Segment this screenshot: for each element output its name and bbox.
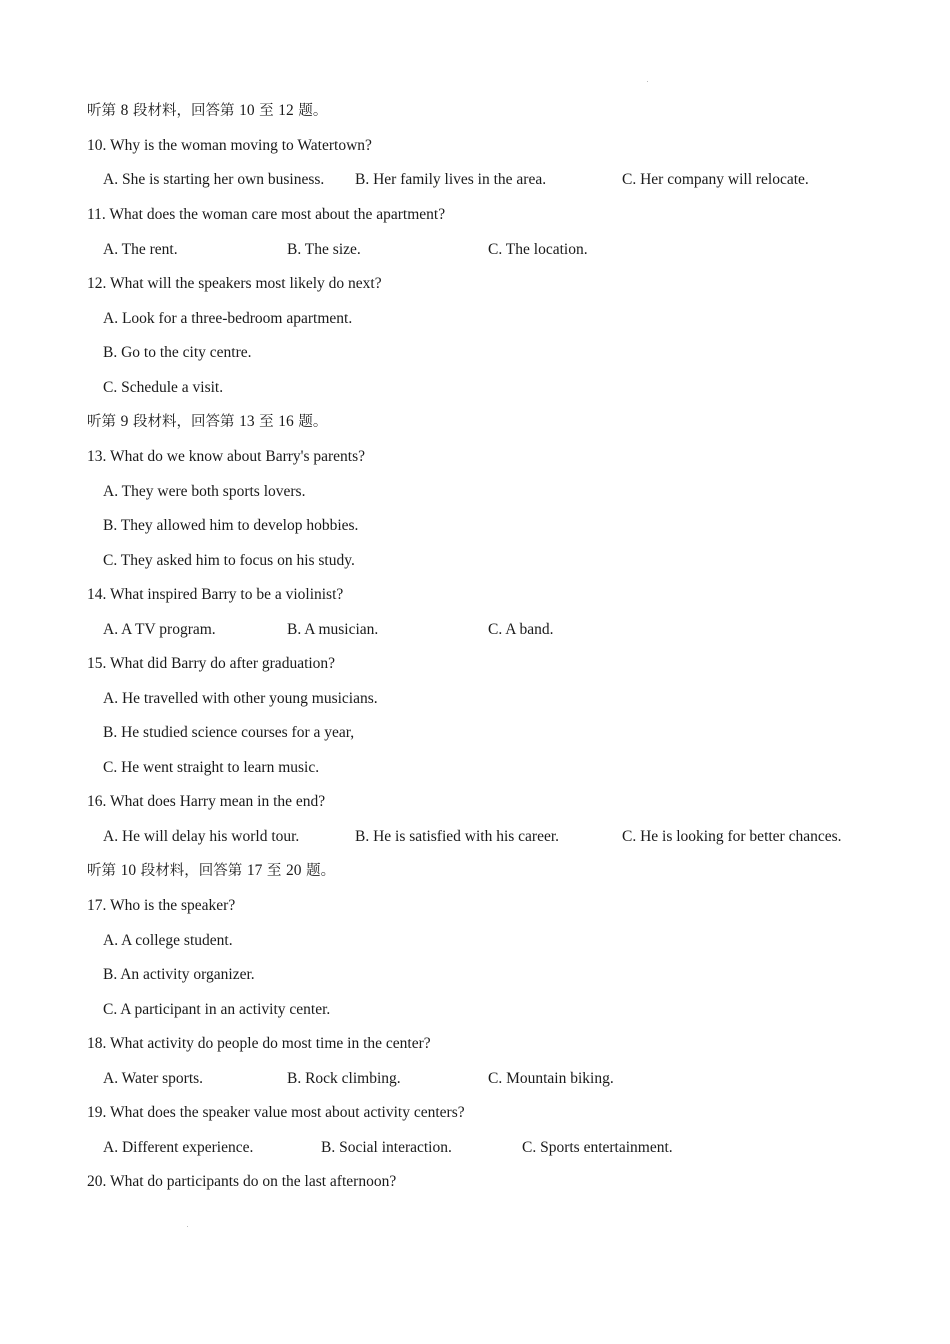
question-18: 18. What activity do people do most time in the center? <box>87 1035 431 1052</box>
option-a: A. A college student. <box>103 932 233 949</box>
option-b: B. Rock climbing. <box>287 1070 401 1087</box>
option-c: C. Sports entertainment. <box>522 1139 673 1156</box>
option-c: C. He went straight to learn music. <box>103 759 320 776</box>
option-c: C. A band. <box>488 621 554 638</box>
option-a: A. Water sports. <box>103 1070 204 1087</box>
option-a: A. He travelled with other young musicians. <box>103 690 378 707</box>
section-heading-8: 听第 8 段材料，回答第 10 至 12 题。 <box>87 102 328 119</box>
option-b: B. Her family lives in the area. <box>355 171 547 188</box>
option-b: B. He is satisfied with his career. <box>355 828 560 845</box>
section-heading-9: 听第 9 段材料，回答第 13 至 16 题。 <box>87 413 328 430</box>
question-11: 11. What does the woman care most about the apartment? <box>87 206 446 223</box>
section-heading-10: 听第 10 段材料，回答第 17 至 20 题。 <box>87 862 336 879</box>
question-17: 17. Who is the speaker? <box>87 897 236 914</box>
question-12: 12. What will the speakers most likely do next? <box>87 275 382 292</box>
option-c: C. The location. <box>488 241 588 258</box>
option-a: A. The rent. <box>103 241 178 258</box>
option-b: B. He studied science courses for a year, <box>103 724 355 741</box>
option-a: A. Different experience. <box>103 1139 254 1156</box>
option-b: B. The size. <box>287 241 361 258</box>
option-c: C. Schedule a visit. <box>103 379 224 396</box>
question-19: 19. What does the speaker value most about activity centers? <box>87 1104 465 1121</box>
question-10: 10. Why is the woman moving to Watertown? <box>87 137 372 154</box>
question-20: 20. What do participants do on the last afternoon? <box>87 1173 397 1190</box>
option-b: B. An activity organizer. <box>103 966 255 983</box>
question-14: 14. What inspired Barry to be a violinist? <box>87 586 344 603</box>
option-c: C. They asked him to focus on his study. <box>103 552 355 569</box>
option-a: A. He will delay his world tour. <box>103 828 300 845</box>
option-c: C. Her company will relocate. <box>622 171 809 188</box>
option-a: A. She is starting her own business. <box>103 171 325 188</box>
option-b: B. Go to the city centre. <box>103 344 252 361</box>
scan-speck <box>647 81 648 82</box>
option-a: A. Look for a three-bedroom apartment. <box>103 310 353 327</box>
option-b: B. A musician. <box>287 621 379 638</box>
option-b: B. They allowed him to develop hobbies. <box>103 517 359 534</box>
question-15: 15. What did Barry do after graduation? <box>87 655 336 672</box>
option-a: A. They were both sports lovers. <box>103 483 306 500</box>
option-c: C. He is looking for better chances. <box>622 828 842 845</box>
question-13: 13. What do we know about Barry's parents? <box>87 448 365 465</box>
option-b: B. Social interaction. <box>321 1139 452 1156</box>
scan-speck <box>187 1226 188 1227</box>
option-a: A. A TV program. <box>103 621 216 638</box>
option-c: C. A participant in an activity center. <box>103 1001 331 1018</box>
option-c: C. Mountain biking. <box>488 1070 614 1087</box>
question-16: 16. What does Harry mean in the end? <box>87 793 326 810</box>
